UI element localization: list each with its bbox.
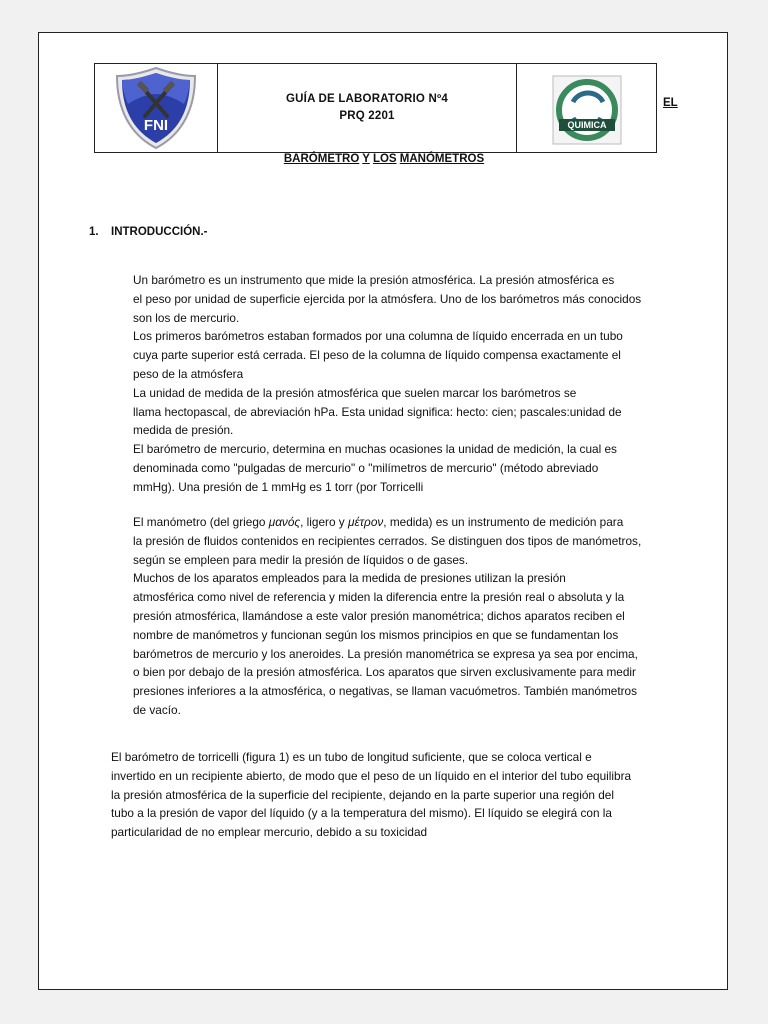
text-line: llama hectopascal, de abreviación hPa. Esta unidad significa: hecto: cien; pascales:unidad de — [133, 404, 622, 419]
text-line: invertido en un recipiente abierto, de modo que el peso de un líquido en el interior del tubo equilibra — [111, 768, 632, 783]
text-line: barómetros de mercurio y los aneroides. La presión manométrica se expresa ya sea por encima, — [133, 646, 638, 661]
greek-word: μανός — [268, 515, 301, 529]
subtitle-word-3: LOS — [372, 153, 397, 165]
text-line: peso de la atmósfera — [133, 366, 244, 381]
fni-logo-text: FNI — [143, 117, 169, 134]
section-title: INTRODUCCIÓN.- — [111, 226, 208, 238]
paragraph-torricelli — [111, 748, 691, 842]
quimica-logo — [517, 64, 656, 152]
text-line: La unidad de medida de la presión atmosférica que suelen marcar los barómetros se — [133, 385, 577, 400]
text-line: son los de mercurio. — [133, 310, 240, 325]
text-line: o bien por debajo de la presión atmosférica. Los aparatos que sirven exclusivamente para medir — [133, 665, 636, 680]
subtitle-word-1: BARÓMETRO — [283, 153, 360, 165]
text-line: el peso por unidad de superficie ejercida por la atmósfera. Uno de los barómetros más conocidos — [133, 291, 642, 306]
header-title-cell — [218, 64, 517, 152]
header-logo-cell-right — [517, 64, 656, 152]
header-table — [94, 63, 657, 153]
course-code: PRQ 2201 — [339, 110, 395, 122]
text-line: denominada como "pulgadas de mercurio" o "milímetros de mercurio" (método abreviado — [133, 460, 599, 475]
fni-shield-logo — [95, 64, 218, 152]
text-line: mmHg). Una presión de 1 mmHg es 1 torr (por Torricelli — [133, 479, 424, 494]
paragraph-manometer — [133, 513, 693, 720]
text-line: la presión atmosférica de la superficie del recipiente, dejando en la parte superior una región del — [111, 787, 614, 802]
section-heading — [89, 226, 207, 238]
subtitle-word-4: MANÓMETROS — [399, 153, 485, 165]
text-line: atmosférica como nivel de referencia y miden la diferencia entre la presión real o absoluta y la — [133, 590, 625, 605]
greek-word: μέτρον — [348, 515, 384, 529]
text-line: cuya parte superior está cerrada. El peso de la columna de líquido compensa exactamente el — [133, 348, 621, 363]
text-line — [133, 513, 693, 532]
text-line: presiones inferiores a la atmosférica, o negativas, se llaman vacuómetros. También manómetros — [133, 684, 638, 699]
text-line: de vacío. — [133, 702, 181, 717]
text-fragment: El manómetro (del griego — [133, 515, 269, 529]
text-line: El barómetro de torricelli (figura 1) es un tubo de longitud suficiente, que se coloca vertical e — [111, 750, 592, 764]
text-line: particularidad de no emplear mercurio, debido a su toxicidad — [111, 825, 428, 840]
text-line: tubo a la presión de vapor del líquido (y a la temperatura del mismo). El líquido se elegirá con la — [111, 806, 612, 821]
paragraph-barometer — [133, 271, 693, 497]
subtitle-word-2: Y — [362, 153, 370, 165]
guide-title: GUÍA DE LABORATORIO Nº4 — [286, 93, 448, 105]
document-page — [38, 32, 728, 990]
header-logo-cell-left — [95, 64, 218, 152]
text-line: Muchos de los aparatos empleados para la medida de presiones utilizan la presión — [133, 571, 566, 586]
text-line: Un barómetro es un instrumento que mide la presión atmosférica. La presión atmosférica es — [133, 273, 615, 287]
text-line: presión atmosférica, llamándose a este valor presión manométrica; dichos aparatos reciben el — [133, 608, 625, 623]
text-line: El barómetro de mercurio, determina en muchas ocasiones la unidad de medición, la cual es — [133, 442, 617, 457]
text-fragment: , medida) es un instrumento de medición para — [383, 515, 624, 529]
text-line: medida de presión. — [133, 423, 234, 438]
text-line: según se empleen para medir la presión de líquidos o de gases. — [133, 552, 469, 567]
text-line: Los primeros barómetros estaban formados por una columna de líquido encerrada en un tubo — [133, 329, 623, 344]
document-subtitle — [39, 153, 729, 165]
section-number: 1. — [89, 226, 99, 238]
text-line: la presión de fluidos contenidos en recipientes cerrados. Se distinguen dos tipos de manómetros, — [133, 533, 642, 548]
header-suffix-text: EL — [663, 97, 678, 109]
text-fragment: , ligero y — [300, 515, 348, 529]
quimica-logo-text: QUIMICA — [567, 120, 607, 130]
text-line: nombre de manómetros y funcionan según los mismos principios en que se fundamentan los — [133, 627, 619, 642]
